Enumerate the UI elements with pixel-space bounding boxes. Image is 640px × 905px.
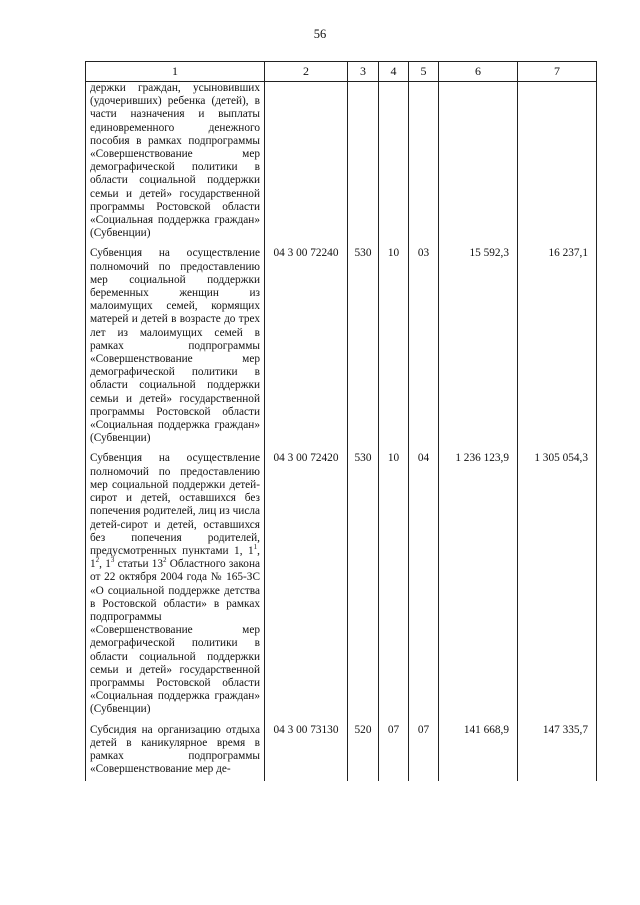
row-description: [86, 450, 265, 721]
row-col5: 04: [409, 450, 439, 721]
row-col4: 10: [379, 245, 409, 450]
description-text: , 1: [90, 544, 260, 571]
description-text: , 1: [99, 558, 111, 571]
description-text: Областного закона от 22 октября 2004 года № 165-ЗС «О социальной поддержке детства в Ростовской области» в рамках подпрограммы «Совершенствование мер демографической политики в области социальной поддержки семьи и детей» государственной программы Ростовской области «Социальная поддержка граждан» (Субвенции): [90, 558, 261, 716]
row-amount-col7: 16 237,1: [518, 245, 597, 450]
row-amount-col6: [439, 82, 518, 246]
row-amount-col6: 1 236 123,9: [439, 450, 518, 721]
row-col4: 07: [379, 722, 409, 782]
row-col3: 530: [348, 245, 379, 450]
row-description: держки граждан, усыновивших (удочеривших) ребенка (детей), в части назначения и выплаты единовременного денежного пособия в рамках подпрограммы «Совершенствование мер демографической политики в области социальной поддержки семьи и детей» государственной программы Ростовской области «Социальная поддержка граждан» (Субвенции): [86, 82, 265, 246]
row-col5: 07: [409, 722, 439, 782]
row-col4: [379, 82, 409, 246]
row-amount-col6: 15 592,3: [439, 245, 518, 450]
row-amount-col7: [518, 82, 597, 246]
row-amount-col7: 1 305 054,3: [518, 450, 597, 721]
column-header-7: 7: [518, 62, 597, 82]
page-number: 56: [313, 27, 327, 41]
table-row: [86, 450, 597, 721]
budget-table: [85, 61, 597, 781]
superscript: 3: [110, 556, 115, 565]
row-target-code: 04 3 00 72420: [265, 450, 348, 721]
row-amount-col6: 141 668,9: [439, 722, 518, 782]
column-header-1: 1: [86, 62, 265, 82]
description-text: статьи 13: [114, 558, 164, 571]
table-header-row: [86, 62, 597, 82]
row-target-code: 04 3 00 73130: [265, 722, 348, 782]
row-amount-col7: 147 335,7: [518, 722, 597, 782]
row-col5: [409, 82, 439, 246]
row-col4: 10: [379, 450, 409, 721]
row-col3: [348, 82, 379, 246]
description-text: Субвенция на осуществление полномочий по предоставлению мер социальной поддержки детей-сирот и детей, оставшихся без попечения родителей, лиц из числа детей-сирот и детей, оставшихся без попечения родителей, предусмотренных пунктами 1, 1: [90, 452, 260, 557]
column-header-5: 5: [409, 62, 439, 82]
superscript: 2: [163, 556, 167, 565]
table-row: [86, 82, 597, 246]
superscript: 1: [253, 543, 258, 552]
row-col3: 530: [348, 450, 379, 721]
table-row: [86, 722, 597, 782]
superscript: 2: [95, 556, 100, 565]
column-header-4: 4: [379, 62, 409, 82]
row-description: Субсидия на организацию отдыха детей в каникулярное время в рамках подпрограммы «Совершенствование мер де-: [86, 722, 265, 782]
row-col3: 520: [348, 722, 379, 782]
row-target-code: 04 3 00 72240: [265, 245, 348, 450]
column-header-3: 3: [348, 62, 379, 82]
column-header-2: 2: [265, 62, 348, 82]
row-target-code: [265, 82, 348, 246]
table-row: [86, 245, 597, 450]
row-col5: 03: [409, 245, 439, 450]
column-header-6: 6: [439, 62, 518, 82]
row-description: Субвенция на осуществление полномочий по предоставлению мер социальной поддержки беременных женщин из малоимущих семей, кормящих матерей и детей в возрасте до трех лет из малоимущих семей в рамках подпрограммы «Совершенствование мер демографической политики в области социальной поддержки семьи и детей» государственной программы Ростовской области «Социальная поддержка граждан» (Субвенции): [86, 245, 265, 450]
